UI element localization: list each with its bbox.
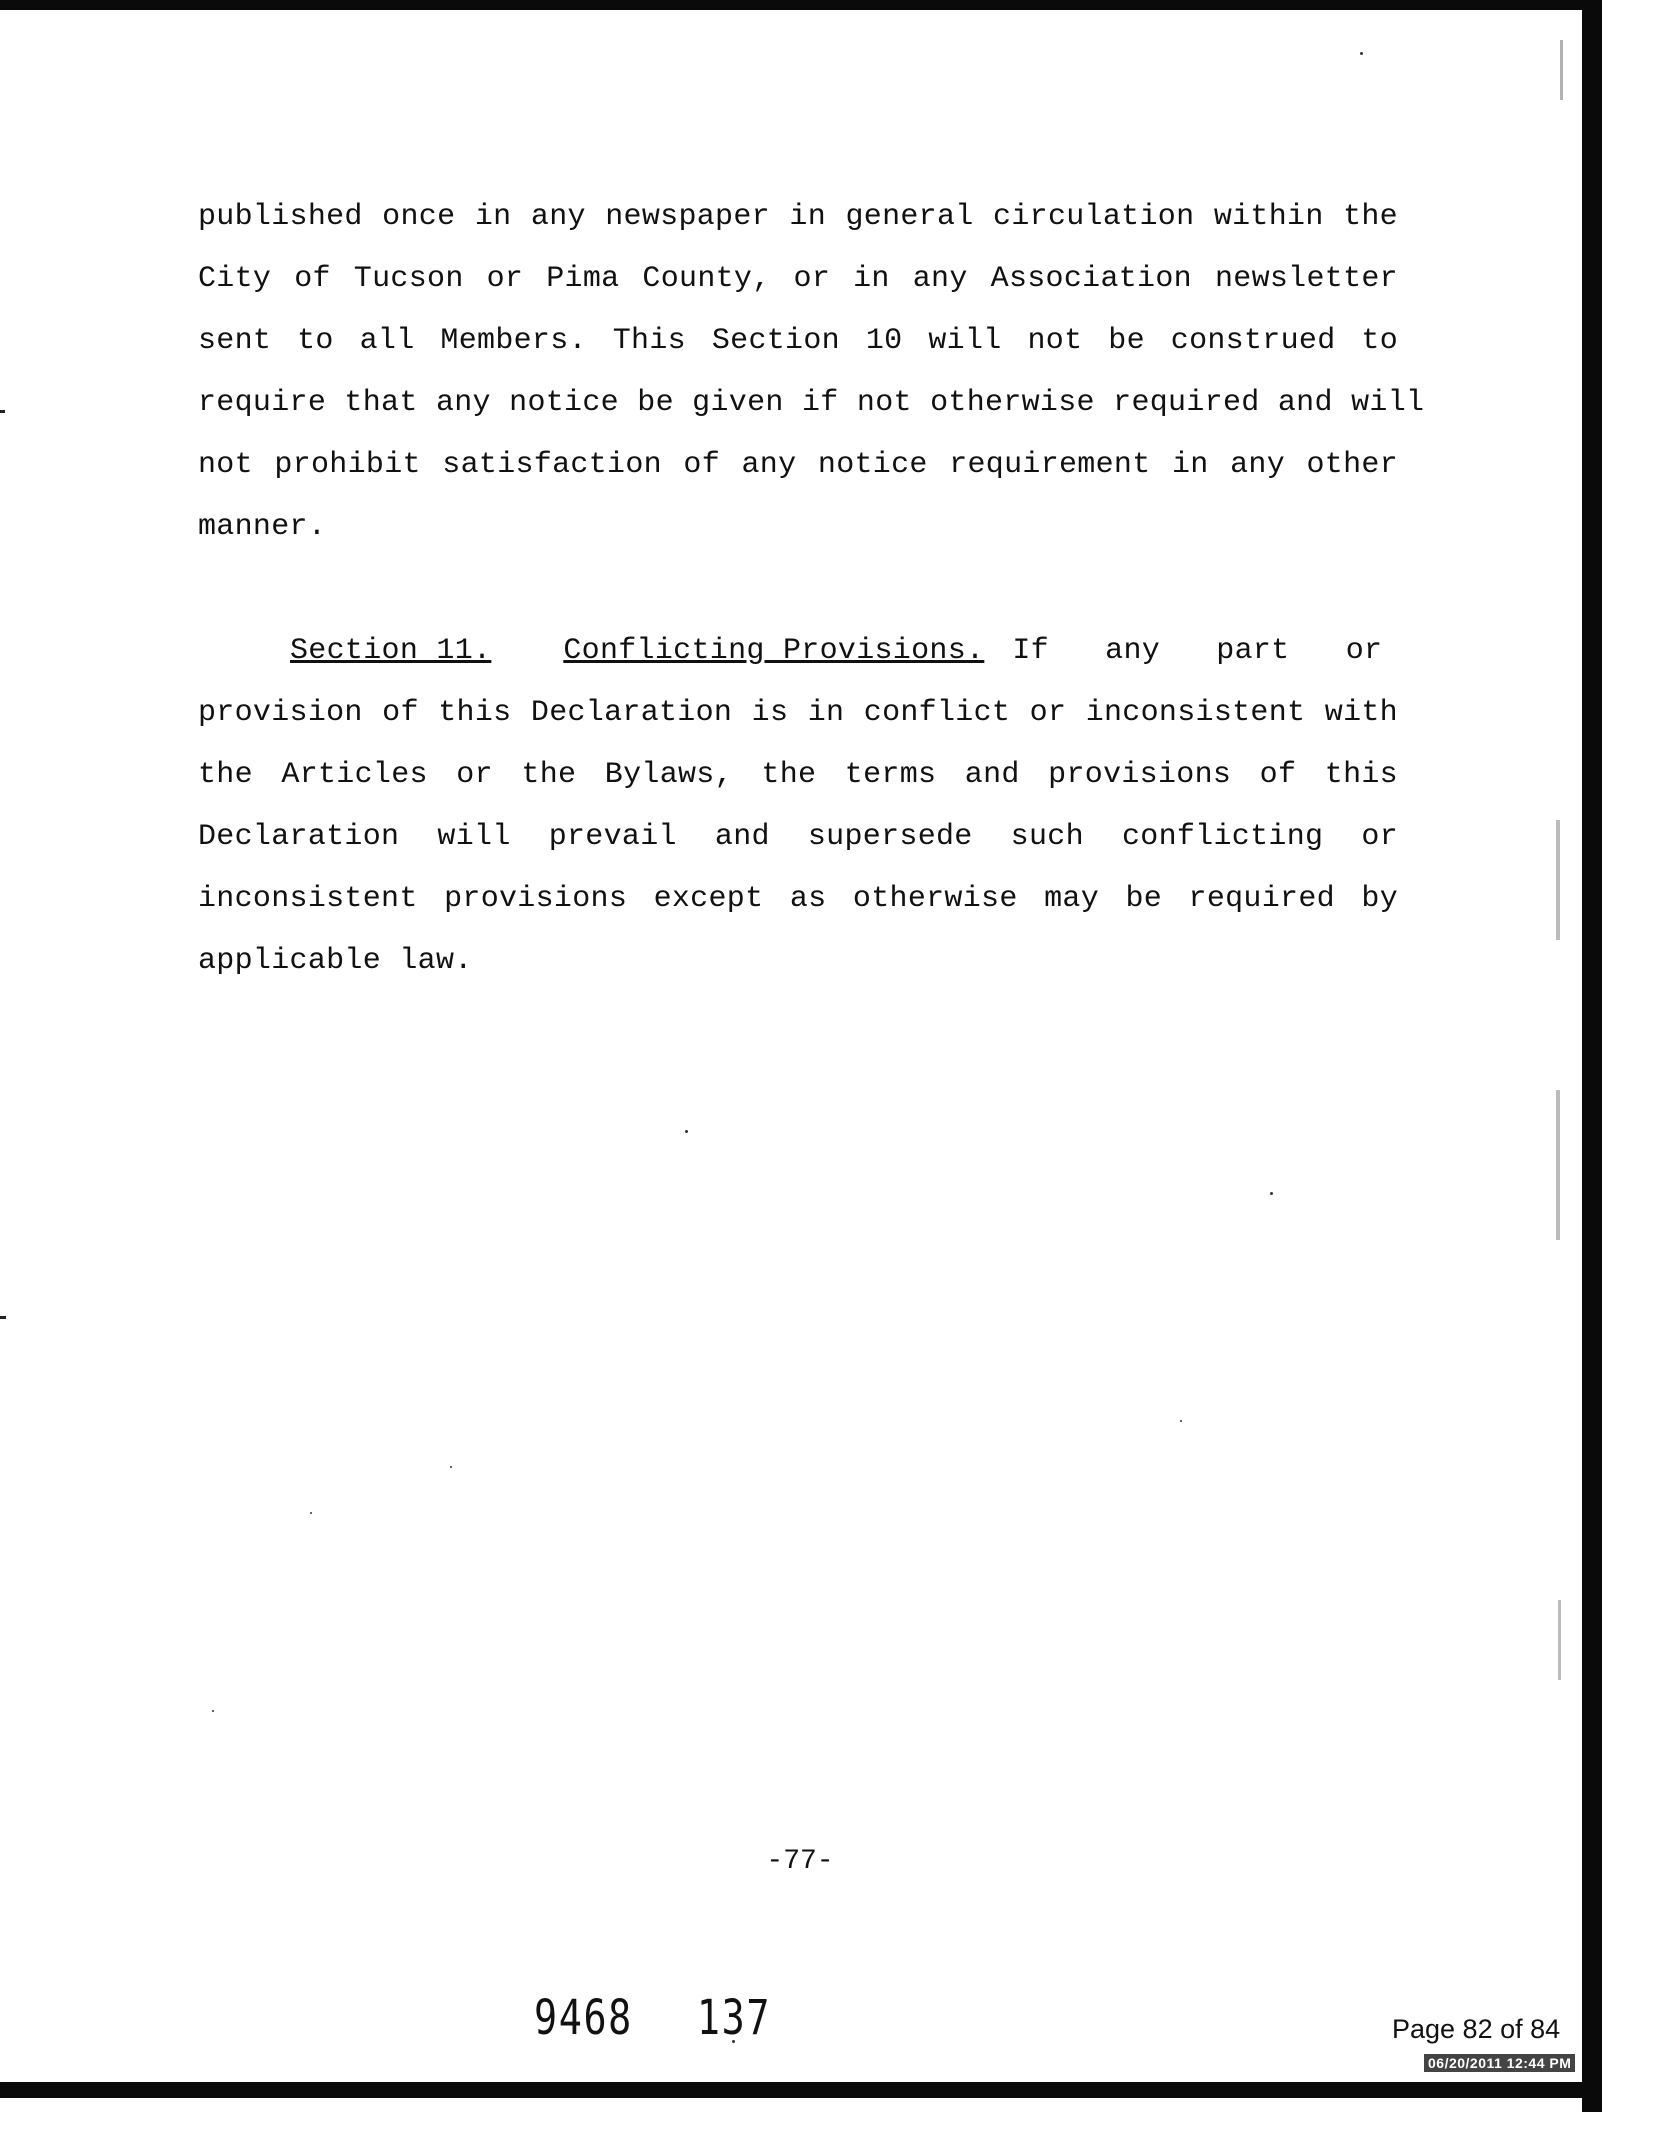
scan-border-top [0, 0, 1600, 10]
text-line: applicable law. [198, 944, 473, 978]
speck [212, 1710, 214, 1712]
scan-noise [0, 1316, 6, 1319]
page-number: -77- [766, 1846, 834, 1877]
section-11 [198, 620, 1398, 992]
recording-page: 137 [696, 1990, 772, 2046]
speck [1270, 1192, 1273, 1195]
speck [310, 1512, 312, 1514]
scan-noise [0, 410, 5, 413]
speck [450, 1466, 452, 1468]
text-line: manner. [198, 510, 327, 544]
text-line: provision of this Declaration is in conflict or inconsistent with [198, 696, 1398, 730]
text-line: If any part or [1012, 634, 1383, 668]
text-line: sent to all Members. This Section 10 will not be construed to [198, 324, 1398, 358]
scan-noise [1558, 1600, 1561, 1680]
speck [1180, 1420, 1182, 1422]
paragraph-notice [198, 186, 1425, 558]
page-count-stamp: Page 82 of 84 [1392, 2014, 1561, 2044]
speck [1360, 52, 1363, 55]
section-number: Section 11. [290, 634, 492, 668]
text-line: not prohibit satisfaction of any notice requirement in any other [198, 448, 1398, 482]
text-line: City of Tucson or Pima County, or in any Association newsletter [198, 262, 1398, 296]
text-line: require that any notice be given if not otherwise required and will [198, 386, 1425, 420]
scan-border-bottom [0, 2082, 1600, 2098]
scan-border-right [1582, 0, 1602, 2112]
section-title: Conflicting Provisions. [563, 634, 985, 668]
timestamp-stamp: 06/20/2011 12:44 PM [1424, 2054, 1575, 2072]
scan-noise [1556, 1090, 1560, 1240]
text-line: the Articles or the Bylaws, the terms and provisions of this [198, 758, 1398, 792]
text-line: inconsistent provisions except as otherwise may be required by [198, 882, 1398, 916]
scan-noise [1556, 820, 1560, 940]
text-line: Declaration will prevail and supersede such conflicting or [198, 820, 1398, 854]
scan-noise [1560, 40, 1563, 100]
recording-number [534, 1990, 771, 2046]
speck [685, 1130, 688, 1133]
section-heading-row [198, 620, 1398, 682]
recording-book: 9468 [534, 1990, 633, 2046]
text-line: published once in any newspaper in general circulation within the [198, 200, 1398, 234]
